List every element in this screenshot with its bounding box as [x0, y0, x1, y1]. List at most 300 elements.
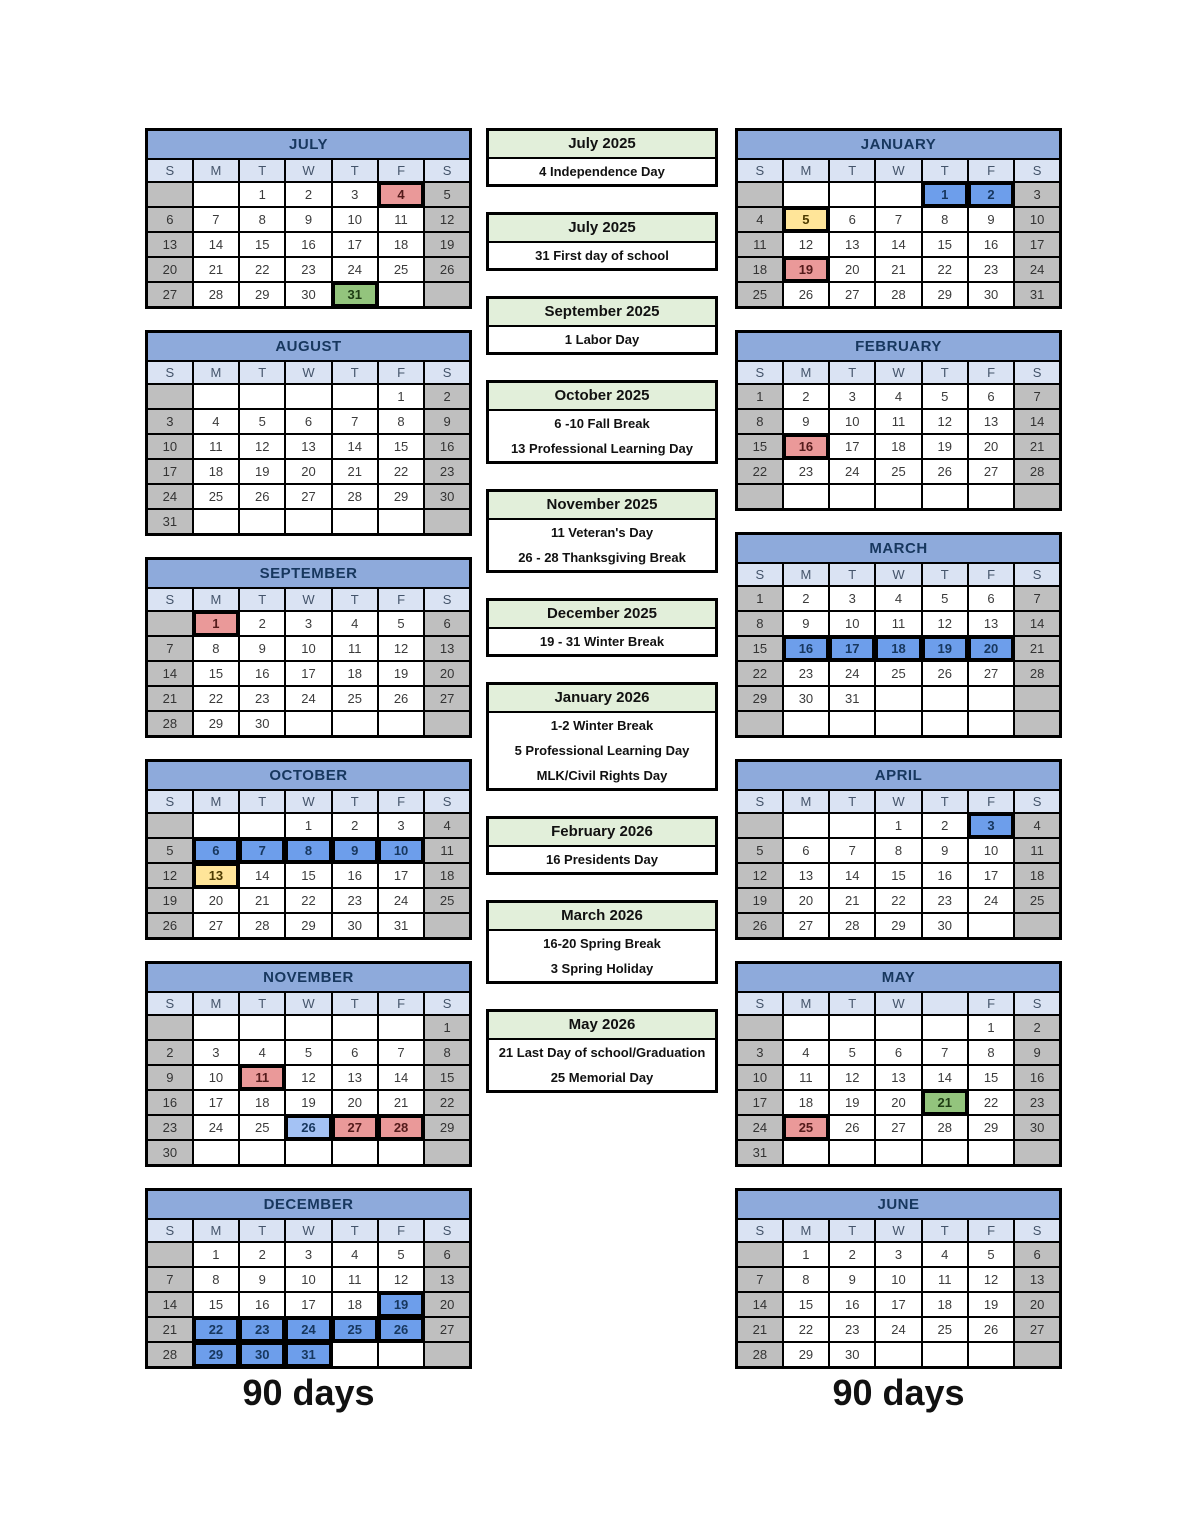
empty-cell	[332, 1015, 378, 1040]
empty-cell	[783, 1015, 829, 1040]
day-cell: 24	[968, 888, 1014, 913]
day-cell: 19	[147, 888, 193, 913]
day-cell: 29	[737, 686, 783, 711]
day-cell: 31	[829, 686, 875, 711]
day-cell: 5	[737, 838, 783, 863]
empty-cell	[737, 1015, 783, 1040]
day-cell: 4	[922, 1242, 968, 1267]
day-cell: 14	[147, 1292, 193, 1317]
empty-cell	[378, 509, 424, 535]
day-of-week-header: M	[783, 361, 829, 384]
day-of-week-header: F	[968, 992, 1014, 1015]
empty-cell	[193, 1015, 239, 1040]
day-cell: 10	[737, 1065, 783, 1090]
day-cell: 20	[829, 257, 875, 282]
day-of-week-header: S	[147, 361, 193, 384]
month-calendar-march	[735, 532, 1062, 738]
day-cell: 4	[378, 182, 424, 207]
month-title: MARCH	[737, 534, 1061, 564]
day-of-week-header: T	[829, 1219, 875, 1242]
day-cell: 16	[783, 636, 829, 661]
day-cell: 8	[737, 409, 783, 434]
empty-cell	[285, 1140, 331, 1166]
day-of-week-header: T	[922, 361, 968, 384]
day-of-week-header: F	[378, 588, 424, 611]
empty-cell	[737, 813, 783, 838]
day-cell: 15	[783, 1292, 829, 1317]
day-cell: 9	[332, 838, 378, 863]
day-cell: 20	[285, 459, 331, 484]
day-cell: 27	[424, 686, 470, 711]
day-cell: 30	[332, 913, 378, 939]
day-cell: 28	[1014, 459, 1060, 484]
day-cell: 2	[1014, 1015, 1060, 1040]
day-cell: 15	[737, 636, 783, 661]
day-cell: 8	[378, 409, 424, 434]
day-cell: 10	[378, 838, 424, 863]
day-cell: 11	[1014, 838, 1060, 863]
day-cell: 3	[332, 182, 378, 207]
day-cell: 28	[829, 913, 875, 939]
day-of-week-header: T	[922, 1219, 968, 1242]
empty-cell	[378, 1015, 424, 1040]
day-cell: 8	[285, 838, 331, 863]
day-cell: 7	[147, 1267, 193, 1292]
day-cell: 20	[968, 636, 1014, 661]
day-cell: 8	[193, 1267, 239, 1292]
day-cell: 10	[147, 434, 193, 459]
day-of-week-header: T	[829, 563, 875, 586]
day-cell: 31	[1014, 282, 1060, 308]
day-of-week-header: F	[968, 563, 1014, 586]
day-cell: 18	[424, 863, 470, 888]
day-cell: 16	[922, 863, 968, 888]
empty-cell	[737, 484, 783, 510]
day-cell: 15	[239, 232, 285, 257]
day-cell: 30	[783, 686, 829, 711]
day-cell: 1	[285, 813, 331, 838]
day-of-week-header: W	[285, 790, 331, 813]
day-cell: 4	[875, 384, 921, 409]
day-cell: 1	[424, 1015, 470, 1040]
day-cell: 19	[378, 661, 424, 686]
day-cell: 14	[1014, 409, 1060, 434]
day-cell: 26	[922, 459, 968, 484]
day-cell: 22	[968, 1090, 1014, 1115]
event-box	[486, 212, 718, 271]
event-box-title: December 2025	[489, 601, 715, 629]
day-cell: 28	[1014, 661, 1060, 686]
day-cell: 8	[424, 1040, 470, 1065]
event-box-title: November 2025	[489, 492, 715, 520]
day-cell: 12	[968, 1267, 1014, 1292]
day-cell: 20	[1014, 1292, 1060, 1317]
day-cell: 7	[922, 1040, 968, 1065]
event-line: 13 Professional Learning Day	[510, 441, 694, 456]
day-cell: 3	[875, 1242, 921, 1267]
day-cell: 24	[378, 888, 424, 913]
day-cell: 25	[737, 282, 783, 308]
day-cell: 27	[285, 484, 331, 509]
day-cell: 21	[829, 888, 875, 913]
day-of-week-header: S	[1014, 1219, 1060, 1242]
event-box-title: March 2026	[489, 903, 715, 931]
day-of-week-header: T	[239, 361, 285, 384]
day-cell: 29	[424, 1115, 470, 1140]
day-cell: 27	[1014, 1317, 1060, 1342]
day-cell: 18	[378, 232, 424, 257]
day-cell: 24	[1014, 257, 1060, 282]
day-cell: 17	[968, 863, 1014, 888]
empty-cell	[968, 913, 1014, 939]
empty-cell	[193, 384, 239, 409]
day-cell: 30	[239, 1342, 285, 1368]
empty-cell	[829, 1140, 875, 1166]
day-cell: 26	[378, 1317, 424, 1342]
day-of-week-header: T	[829, 159, 875, 182]
day-cell: 24	[332, 257, 378, 282]
day-cell: 2	[424, 384, 470, 409]
empty-cell	[1014, 686, 1060, 711]
day-cell: 30	[922, 913, 968, 939]
day-cell: 23	[1014, 1090, 1060, 1115]
month-calendar-february	[735, 330, 1062, 511]
day-of-week-header: F	[378, 790, 424, 813]
day-cell: 13	[829, 232, 875, 257]
day-cell: 9	[285, 207, 331, 232]
day-cell: 20	[968, 434, 1014, 459]
day-cell: 14	[378, 1065, 424, 1090]
day-cell: 15	[875, 863, 921, 888]
day-cell: 13	[332, 1065, 378, 1090]
day-cell: 21	[193, 257, 239, 282]
day-cell: 11	[875, 611, 921, 636]
day-cell: 14	[922, 1065, 968, 1090]
day-cell: 19	[922, 636, 968, 661]
empty-cell	[239, 1140, 285, 1166]
empty-cell	[424, 282, 470, 308]
day-cell: 6	[829, 207, 875, 232]
day-cell: 2	[332, 813, 378, 838]
empty-cell	[1014, 484, 1060, 510]
day-cell: 8	[875, 838, 921, 863]
empty-cell	[332, 711, 378, 737]
empty-cell	[875, 484, 921, 510]
month-calendar-december	[145, 1188, 472, 1369]
day-cell: 24	[875, 1317, 921, 1342]
event-box	[486, 816, 718, 875]
day-cell: 16	[829, 1292, 875, 1317]
day-cell: 23	[239, 686, 285, 711]
day-cell: 11	[783, 1065, 829, 1090]
day-cell: 9	[783, 611, 829, 636]
empty-cell	[147, 384, 193, 409]
day-cell: 5	[922, 586, 968, 611]
day-of-week-header: S	[147, 588, 193, 611]
day-cell: 29	[922, 282, 968, 308]
empty-cell	[193, 509, 239, 535]
day-of-week-header: W	[875, 790, 921, 813]
day-cell: 21	[1014, 434, 1060, 459]
empty-cell	[332, 384, 378, 409]
empty-cell	[783, 182, 829, 207]
day-cell: 7	[1014, 586, 1060, 611]
day-cell: 17	[378, 863, 424, 888]
day-cell: 19	[922, 434, 968, 459]
day-cell: 8	[922, 207, 968, 232]
day-cell: 28	[332, 484, 378, 509]
day-cell: 6	[1014, 1242, 1060, 1267]
day-of-week-header: S	[147, 790, 193, 813]
day-cell: 17	[829, 434, 875, 459]
day-cell: 12	[829, 1065, 875, 1090]
day-cell: 21	[239, 888, 285, 913]
day-cell: 11	[875, 409, 921, 434]
day-cell: 25	[332, 686, 378, 711]
day-cell: 31	[147, 509, 193, 535]
day-cell: 5	[378, 611, 424, 636]
day-of-week-header: F	[378, 1219, 424, 1242]
month-calendar-july	[145, 128, 472, 309]
empty-cell	[829, 711, 875, 737]
day-cell: 19	[424, 232, 470, 257]
day-cell: 21	[147, 1317, 193, 1342]
day-of-week-header: M	[193, 588, 239, 611]
day-cell: 20	[193, 888, 239, 913]
day-cell: 19	[737, 888, 783, 913]
day-cell: 17	[829, 636, 875, 661]
empty-cell	[424, 913, 470, 939]
day-cell: 26	[378, 686, 424, 711]
empty-cell	[1014, 1342, 1060, 1368]
empty-cell	[968, 1140, 1014, 1166]
day-cell: 30	[829, 1342, 875, 1368]
day-cell: 16	[332, 863, 378, 888]
month-calendar-may	[735, 961, 1062, 1167]
day-cell: 9	[1014, 1040, 1060, 1065]
day-cell: 19	[239, 459, 285, 484]
day-of-week-header: M	[193, 790, 239, 813]
right-days-total: 90 days	[832, 1372, 965, 1413]
day-cell: 1	[193, 611, 239, 636]
day-cell: 2	[829, 1242, 875, 1267]
day-of-week-header: M	[193, 992, 239, 1015]
empty-cell	[378, 1140, 424, 1166]
month-title: JUNE	[737, 1190, 1061, 1220]
day-cell: 2	[922, 813, 968, 838]
day-cell: 25	[922, 1317, 968, 1342]
day-of-week-header: F	[378, 159, 424, 182]
day-cell: 9	[147, 1065, 193, 1090]
day-of-week-header: T	[332, 992, 378, 1015]
day-cell: 18	[783, 1090, 829, 1115]
day-cell: 4	[875, 586, 921, 611]
day-cell: 1	[193, 1242, 239, 1267]
day-cell: 23	[147, 1115, 193, 1140]
event-line: 3 Spring Holiday	[550, 961, 654, 976]
day-cell: 4	[737, 207, 783, 232]
day-cell: 16	[239, 661, 285, 686]
day-of-week-header: T	[239, 159, 285, 182]
day-of-week-header: W	[875, 1219, 921, 1242]
day-cell: 23	[239, 1317, 285, 1342]
day-of-week-header: W	[875, 159, 921, 182]
day-of-week-header: S	[147, 159, 193, 182]
day-cell: 18	[332, 661, 378, 686]
month-title: OCTOBER	[147, 761, 471, 791]
day-cell: 8	[968, 1040, 1014, 1065]
empty-cell	[147, 1242, 193, 1267]
day-cell: 21	[147, 686, 193, 711]
empty-cell	[424, 1342, 470, 1368]
day-cell: 15	[193, 661, 239, 686]
day-cell: 17	[737, 1090, 783, 1115]
day-cell: 10	[285, 1267, 331, 1292]
day-of-week-header: S	[424, 1219, 470, 1242]
day-cell: 6	[332, 1040, 378, 1065]
day-cell: 13	[875, 1065, 921, 1090]
day-cell: 6	[968, 586, 1014, 611]
empty-cell	[783, 711, 829, 737]
empty-cell	[875, 1342, 921, 1368]
day-of-week-header: S	[424, 361, 470, 384]
day-cell: 27	[783, 913, 829, 939]
day-cell: 29	[875, 913, 921, 939]
empty-cell	[147, 1015, 193, 1040]
day-cell: 11	[378, 207, 424, 232]
day-cell: 25	[424, 888, 470, 913]
day-cell: 21	[378, 1090, 424, 1115]
month-title: FEBRUARY	[737, 332, 1061, 362]
day-cell: 26	[147, 913, 193, 939]
day-cell: 29	[378, 484, 424, 509]
day-cell: 16	[783, 434, 829, 459]
day-cell: 3	[147, 409, 193, 434]
day-cell: 25	[378, 257, 424, 282]
day-of-week-header: W	[875, 992, 921, 1015]
day-cell: 24	[147, 484, 193, 509]
day-cell: 1	[922, 182, 968, 207]
day-of-week-header: M	[193, 361, 239, 384]
day-cell: 2	[239, 1242, 285, 1267]
empty-cell	[968, 711, 1014, 737]
event-box-title: January 2026	[489, 685, 715, 713]
empty-cell	[285, 509, 331, 535]
day-of-week-header: W	[285, 1219, 331, 1242]
day-of-week-header: M	[783, 992, 829, 1015]
day-cell: 28	[378, 1115, 424, 1140]
day-cell: 24	[285, 686, 331, 711]
day-of-week-header: M	[193, 1219, 239, 1242]
day-cell: 9	[424, 409, 470, 434]
day-cell: 4	[193, 409, 239, 434]
day-cell: 23	[285, 257, 331, 282]
day-cell: 28	[922, 1115, 968, 1140]
empty-cell	[737, 711, 783, 737]
day-cell: 3	[193, 1040, 239, 1065]
day-cell: 12	[922, 409, 968, 434]
day-cell: 29	[285, 913, 331, 939]
day-cell: 12	[737, 863, 783, 888]
day-cell: 5	[829, 1040, 875, 1065]
month-title: SEPTEMBER	[147, 559, 471, 589]
day-cell: 23	[424, 459, 470, 484]
day-cell: 2	[239, 611, 285, 636]
empty-cell	[737, 182, 783, 207]
event-line: 19 - 31 Winter Break	[539, 634, 665, 649]
day-cell: 5	[424, 182, 470, 207]
day-cell: 23	[968, 257, 1014, 282]
day-cell: 5	[147, 838, 193, 863]
day-cell: 5	[378, 1242, 424, 1267]
day-cell: 16	[1014, 1065, 1060, 1090]
empty-cell	[922, 711, 968, 737]
day-cell: 12	[424, 207, 470, 232]
day-of-week-header: S	[424, 992, 470, 1015]
day-of-week-header	[922, 992, 968, 1015]
day-cell: 11	[737, 232, 783, 257]
empty-cell	[147, 813, 193, 838]
empty-cell	[875, 1015, 921, 1040]
day-cell: 14	[239, 863, 285, 888]
day-cell: 7	[829, 838, 875, 863]
day-cell: 3	[285, 611, 331, 636]
day-cell: 6	[968, 384, 1014, 409]
day-cell: 26	[285, 1115, 331, 1140]
day-of-week-header: M	[193, 159, 239, 182]
day-of-week-header: W	[875, 361, 921, 384]
event-line: 21 Last Day of school/Graduation	[498, 1045, 706, 1060]
day-cell: 11	[424, 838, 470, 863]
day-cell: 21	[737, 1317, 783, 1342]
day-cell: 1	[378, 384, 424, 409]
event-box-title: September 2025	[489, 299, 715, 327]
day-cell: 25	[875, 459, 921, 484]
empty-cell	[783, 1140, 829, 1166]
day-cell: 3	[829, 586, 875, 611]
day-of-week-header: F	[968, 361, 1014, 384]
empty-cell	[922, 484, 968, 510]
empty-cell	[285, 384, 331, 409]
empty-cell	[829, 182, 875, 207]
day-cell: 16	[239, 1292, 285, 1317]
day-cell: 11	[332, 636, 378, 661]
day-cell: 10	[968, 838, 1014, 863]
day-cell: 19	[829, 1090, 875, 1115]
left-calendar-column	[145, 128, 472, 1390]
empty-cell	[922, 1342, 968, 1368]
day-cell: 4	[783, 1040, 829, 1065]
day-cell: 3	[829, 384, 875, 409]
day-of-week-header: F	[968, 790, 1014, 813]
event-line: 4 Independence Day	[539, 164, 665, 179]
day-cell: 13	[285, 434, 331, 459]
day-of-week-header: S	[737, 361, 783, 384]
event-line: 25 Memorial Day	[550, 1070, 654, 1085]
day-cell: 21	[922, 1090, 968, 1115]
day-cell: 8	[737, 611, 783, 636]
empty-cell	[285, 711, 331, 737]
month-calendar-october	[145, 759, 472, 940]
day-cell: 18	[875, 434, 921, 459]
events-column	[486, 128, 718, 1118]
day-cell: 27	[193, 913, 239, 939]
month-calendar-september	[145, 557, 472, 738]
day-cell: 23	[829, 1317, 875, 1342]
day-cell: 1	[968, 1015, 1014, 1040]
day-of-week-header: S	[1014, 361, 1060, 384]
day-cell: 1	[239, 182, 285, 207]
